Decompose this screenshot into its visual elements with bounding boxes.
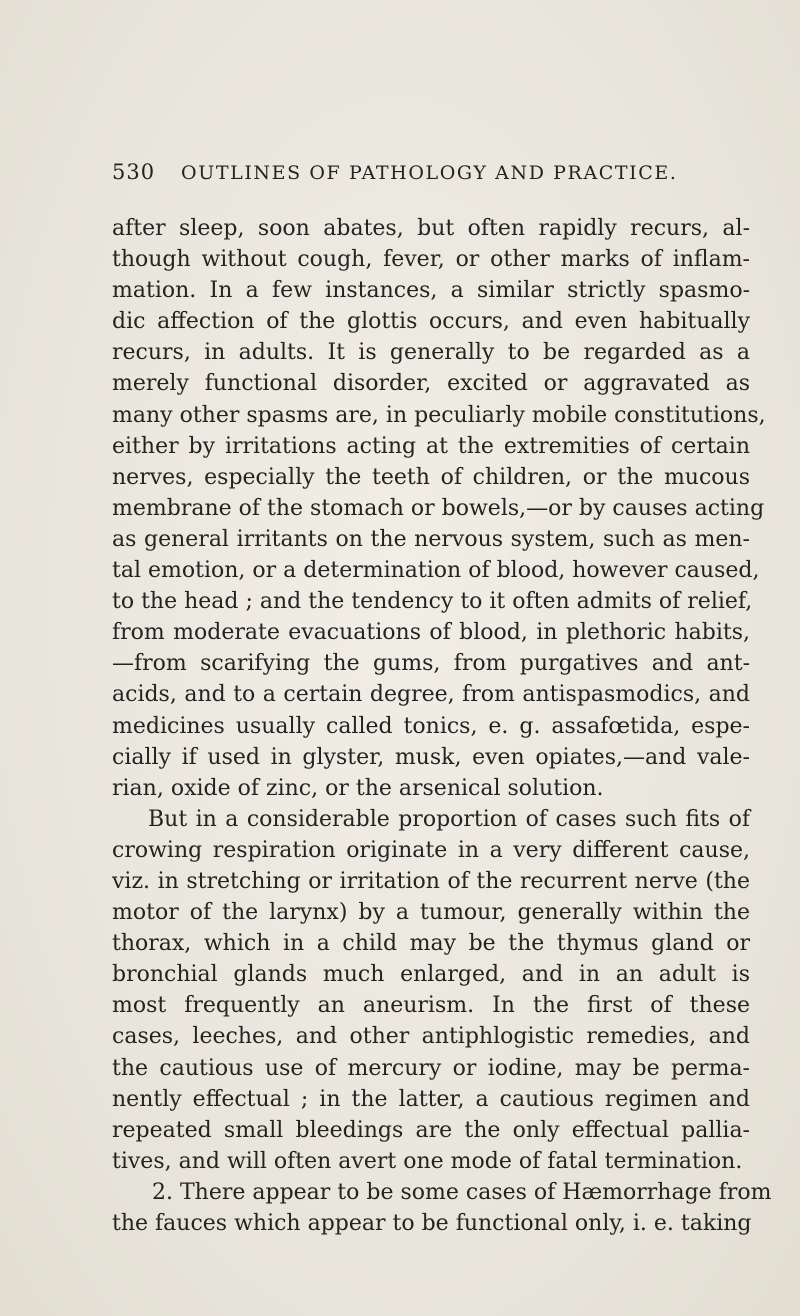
page-number: 530 (112, 160, 156, 184)
text-line: nently effectual ; in the latter, a cautious regimen and (112, 1086, 750, 1112)
text-line: tal emotion, or a determination of blood, however caused, (112, 558, 760, 584)
paragraph-start-line: But in a considerable proportion of cases such fits of (148, 806, 750, 832)
text-line: dic affection of the glottis occurs, and even habitually (112, 309, 750, 335)
text-line: acids, and to a certain degree, from antispasmodics, and (112, 682, 750, 708)
body-text (112, 213, 772, 1239)
text-line: either by irritations acting at the extremities of certain (112, 433, 750, 459)
text-line: mation. In a few instances, a similar strictly spasmo- (112, 278, 750, 304)
text-line: from moderate evacuations of blood, in plethoric habits, (112, 620, 750, 646)
text-line: merely functional disorder, excited or aggravated as (112, 371, 750, 397)
text-line: as general irritants on the nervous system, such as men- (112, 526, 750, 552)
running-title: OUTLINES OF PATHOLOGY AND PRACTICE. (181, 162, 678, 184)
text-line: recurs, in adults. It is generally to be regarded as a (112, 340, 750, 366)
text-line: membrane of the stomach or bowels,—or by causes acting (112, 495, 765, 521)
text-line: after sleep, soon abates, but often rapidly recurs, al- (112, 216, 750, 241)
text-line: cially if used in glyster, musk, even opiates,—and vale- (112, 744, 750, 770)
text-line: —from scarifying the gums, from purgatives and ant- (112, 651, 750, 677)
text-line: crowing respiration originate in a very different cause, (112, 837, 750, 863)
text-line: nerves, especially the teeth of children, or the mucous (112, 464, 750, 490)
text-line: the cautious use of mercury or iodine, may be perma- (112, 1055, 750, 1081)
text-line: cases, leeches, and other antiphlogistic remedies, and (112, 1024, 750, 1050)
text-line: repeated small bleedings are the only effectual pallia- (112, 1117, 750, 1143)
paragraph-start-line: 2. There appear to be some cases of Hæmorrhage from (152, 1179, 772, 1205)
running-head (112, 160, 732, 190)
text-line: motor of the larynx) by a tumour, generally within the (112, 900, 750, 926)
text-line: medicines usually called tonics, e. g. assafœtida, espe- (112, 713, 750, 739)
paragraph-end-line: rian, oxide of zinc, or the arsenical solution. (112, 775, 604, 801)
text-line: thorax, which in a child may be the thymus gland or (112, 931, 750, 957)
text-line: to the head ; and the tendency to it often admits of relief, (112, 589, 753, 615)
paragraph-end-line: tives, and will often avert one mode of fatal termination. (112, 1148, 743, 1174)
text-line: the fauces which appear to be functional only, i. e. taking (112, 1211, 752, 1236)
text-line: viz. in stretching or irritation of the recurrent nerve (the (112, 868, 750, 894)
text-line: many other spasms are, in peculiarly mobile constitutions, (112, 402, 766, 428)
text-line: bronchial glands much enlarged, and in an adult is (112, 962, 750, 988)
text-line: though without cough, fever, or other marks of inflam- (112, 247, 750, 273)
text-line: most frequently an aneurism. In the first of these (112, 993, 750, 1019)
